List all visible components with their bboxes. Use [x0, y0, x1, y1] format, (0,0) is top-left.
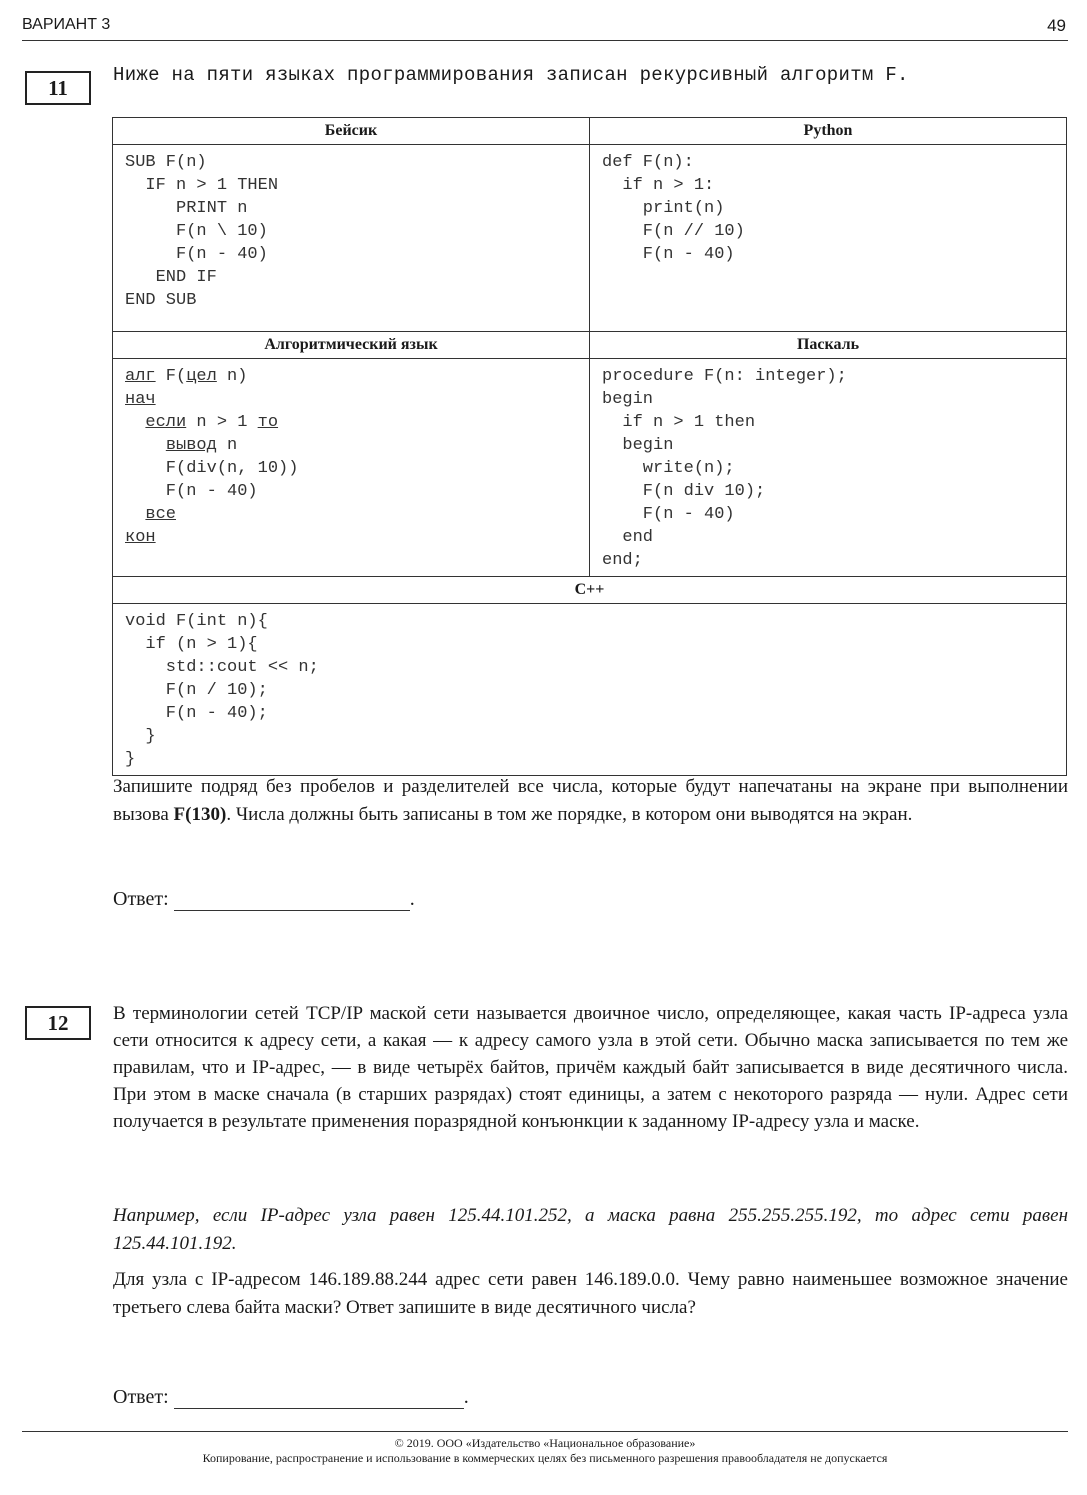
kw-nach: нач	[125, 390, 156, 409]
code-python: def F(n): if n > 1: print(n) F(n // 10) F(n - 40)	[602, 153, 745, 264]
kw-cel: цел	[186, 367, 217, 386]
algo-l4-post: n	[216, 436, 238, 455]
task-12-question: Для узла с IP-адресом 146.189.88.244 адрес сети равен 146.189.0.0. Чему равно наименьшее возможное значение третьего слева байта маски? Ответ запишите в виде десятичного числа?	[113, 1269, 1068, 1318]
algo-l6: F(n - 40)	[125, 482, 258, 501]
kw-to: то	[257, 413, 279, 432]
algo-l3-pre	[125, 413, 145, 432]
kw-vyvod: вывод	[165, 436, 217, 455]
algo-l3-mid: n > 1	[186, 413, 258, 432]
algo-l5: F(div(n, 10))	[125, 459, 299, 478]
answer-dot: .	[409, 888, 415, 910]
question-call: F(130)	[173, 804, 227, 825]
header-cpp: С++	[113, 577, 1067, 604]
header-algo: Алгоритмический язык	[113, 332, 590, 359]
kw-kon: кон	[125, 528, 156, 547]
kw-vse: все	[145, 505, 177, 524]
page-footer	[22, 1431, 1068, 1466]
task-11-number: 11	[25, 71, 91, 105]
page-number: 49	[1047, 16, 1066, 35]
algo-l1-b: n)	[216, 367, 248, 386]
page-header	[22, 16, 1068, 41]
answer-label: Ответ:	[113, 888, 169, 910]
task-12-paragraph-1: В терминологии сетей TCP/IP маской сети называется двоичное число, определяющее, какая часть IP-адреса узла сети относится к адресу сети, а какая — к адресу самого узла в этой сети. Обычно маска записывается по тем же правилам, что и IP-адрес, — в виде четырёх байтов, причём каждый байт записывается в виде десятичного числа. При этом в маске сначала (в старших разрядах) стоят единицы, а затем с некоторого разряда — нули. Адрес сети получается в результате применения поразрядной конъюнкции к заданному IP-адресу узла и маске.	[113, 1003, 1068, 1132]
code-cpp: void F(int n){ if (n > 1){ std::cout << n; F(n / 10); F(n - 40); } }	[125, 612, 319, 769]
header-pascal: Паскаль	[590, 332, 1067, 359]
algo-l1-a: F(	[155, 367, 187, 386]
header-python: Python	[590, 118, 1067, 145]
copyright: © 2019. ООО «Издательство «Национальное образование»	[394, 1436, 696, 1450]
code-table	[112, 117, 1067, 776]
algo-l7-pre	[125, 505, 145, 524]
answer-field-12[interactable]	[174, 1388, 464, 1409]
code-pascal: procedure F(n: integer); begin if n > 1 then begin write(n); F(n div 10); F(n - 40) end end;	[602, 367, 847, 570]
question-part-a: Запишите подряд без пробелов и разделителей все числа, которые будут напечатаны на экране при выполнении вызова	[113, 776, 1068, 825]
task-12-example: Например, если IP-адрес узла равен 125.44.101.252, а маска равна 255.255.255.192, то адрес сети равен 125.44.101.192.	[113, 1205, 1068, 1254]
answer-label-12: Ответ:	[113, 1386, 169, 1408]
kw-esli: если	[145, 413, 187, 432]
header-basic: Бейсик	[113, 118, 590, 145]
variant-label: ВАРИАНТ 3	[22, 16, 111, 33]
question-part-b: . Числа должны быть записаны в том же порядке, в котором они выводятся на экран.	[226, 804, 913, 825]
answer-dot-12: .	[463, 1386, 469, 1408]
code-basic: SUB F(n) IF n > 1 THEN PRINT n F(n \ 10) F(n - 40) END IF END SUB	[125, 153, 279, 310]
code-algo	[113, 359, 589, 553]
task-12-number: 12	[25, 1006, 91, 1040]
answer-field[interactable]	[174, 890, 410, 911]
task-12-answer	[113, 1386, 469, 1409]
task-11-intro: Ниже на пяти языках программирования записан рекурсивный алгоритм F.	[113, 64, 909, 86]
task-11-answer	[113, 888, 415, 911]
algo-l4-pre	[125, 436, 166, 455]
copyright-notice: Копирование, распространение и использование в коммерческих целях без письменного разрешения правообладателя не допускается	[202, 1451, 888, 1465]
kw-alg: алг	[125, 367, 156, 386]
task-11-question	[113, 773, 1068, 829]
